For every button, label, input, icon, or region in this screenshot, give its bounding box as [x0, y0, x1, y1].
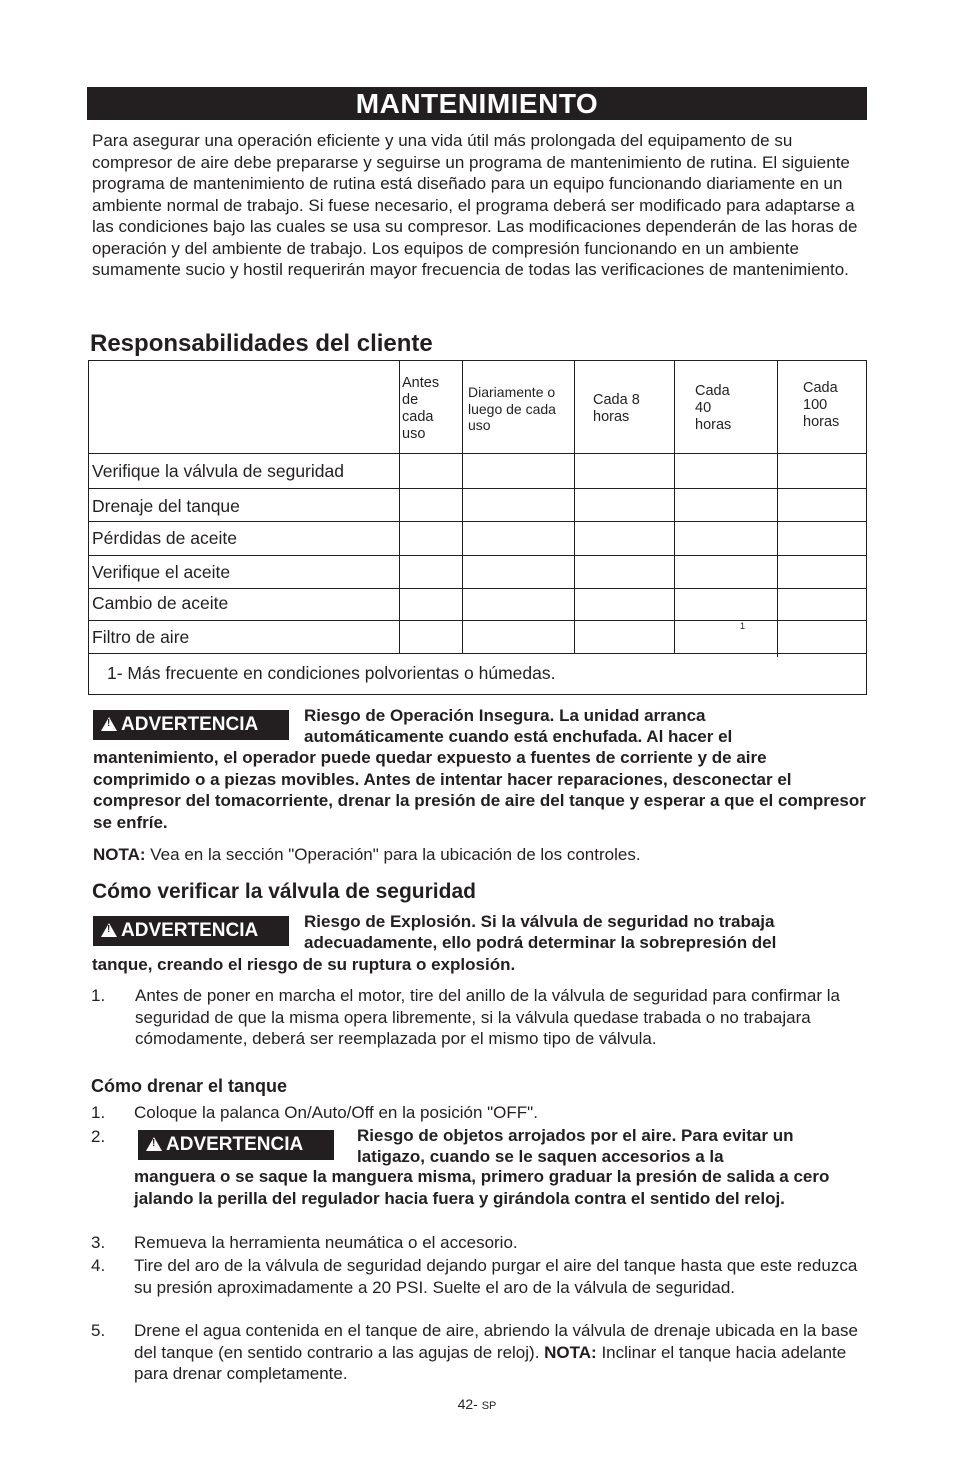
col-header: Diariamente o luego de cada uso — [468, 384, 556, 433]
col-header: Cada 8 horas — [593, 392, 640, 425]
safety-valve-step: Antes de poner en marcha el motor, tire del anillo de la válvula de seguridad para confirmar la seguridad de que la misma opera libremente, si la válvula quedase trabada o no trabajara cómodamente, deberá ser reemplazada por el mismo tipo de válvula. — [135, 986, 840, 1048]
drain-step-3: Remueva la herramienta neumática o el accesorio. — [134, 1233, 518, 1252]
step-number: 2. — [91, 1127, 106, 1146]
warning-1-lead-1: Riesgo de Operación Insegura. La unidad arranca — [304, 706, 706, 725]
drain-step-5 — [134, 1320, 869, 1385]
nota-text: Vea en la sección "Operación" para la ubicación de los controles. — [145, 845, 641, 864]
warning-label: ADVERTENCIA — [121, 714, 259, 735]
warning-2-lead-2: adecuadamente, ello podrá determinar la sobrepresión del — [304, 933, 777, 952]
warning-triangle-icon — [101, 717, 117, 731]
step-number: 1. — [91, 1103, 106, 1122]
row-label: Verifique la válvula de seguridad — [92, 461, 344, 481]
row-label: Verifique el aceite — [92, 562, 231, 582]
warning-1-lead-2: automáticamente cuando está enchufada. Al hacer el — [304, 727, 733, 746]
warning-badge — [93, 710, 289, 740]
table-footnote: 1- Más frecuente en condiciones polvorientas o húmedas. — [107, 663, 556, 683]
drain-step-5-text: Drene el agua contenida en el tanque de aire, abriendo la válvula de drenaje ubicada en la base del tanque (en sentido contrario a las agujas de reloj). — [134, 1321, 858, 1362]
warning-badge — [93, 916, 289, 946]
col-header: Antes de cada uso — [402, 375, 440, 442]
step-number: 1. — [91, 986, 106, 1005]
step-number: 4. — [91, 1256, 106, 1275]
table-row — [89, 522, 866, 556]
col-header: Cada 40 horas — [695, 383, 732, 433]
table-row — [89, 621, 866, 654]
warning-label: ADVERTENCIA — [166, 1134, 304, 1155]
row-label: Drenaje del tanque — [92, 496, 240, 516]
drain-step-5-tail: Inclinar el tanque hacia adelante para drenar completamente. — [134, 1342, 847, 1383]
table-row — [89, 454, 866, 489]
responsibilities-heading: Responsabilidades del cliente — [90, 330, 433, 357]
col-header: Cada 100 horas — [803, 380, 840, 430]
warning-3-lead-1: Riesgo de objetos arrojados por el aire. Para evitar un — [357, 1126, 794, 1145]
warning-2-body: tanque, creando el riesgo de su ruptura o explosión. — [92, 955, 516, 974]
page-title: MANTENIMIENTO — [87, 87, 867, 120]
row-label: Filtro de aire — [92, 627, 190, 647]
step-number: 5. — [91, 1321, 106, 1340]
warning-triangle-icon — [101, 923, 117, 937]
drain-step-5-nota-label: NOTA: — [544, 1342, 597, 1362]
maintenance-table — [88, 360, 867, 695]
drain-step-4: Tire del aro de la válvula de seguridad dejando purgar el aire del tanque hasta que este reduzca su presión aproximadamente a 20 PSI. Suelte el aro de la válvula de seguridad. — [134, 1256, 858, 1297]
step-number: 3. — [91, 1233, 106, 1252]
nota-label: NOTA: — [93, 845, 146, 864]
warning-2-lead-1: Riesgo de Explosión. Si la válvula de seguridad no trabaja — [304, 912, 775, 931]
nota-line — [93, 845, 641, 865]
page-suffix: SP — [481, 1400, 497, 1412]
warning-triangle-icon — [146, 1137, 162, 1151]
table-row — [89, 589, 866, 621]
warning-1-body: mantenimiento, el operador puede quedar expuesto a fuentes de corriente y de aire comprimido o a piezas movibles. Antes de intentar hacer reparaciones, desconectar el compresor del tomacorriente, drenar la presión de aire del tanque y esperar a que el compresor se enfríe. — [93, 748, 866, 832]
intro-paragraph: Para asegurar una operación eficiente y una vida útil más prolongada del equipamento de su compresor de aire debe prepararse y seguirse un programa de mantenimiento de rutina. El siguiente programa de mantenimiento de rutina está diseñado para un equipo funcionando diariamente en un ambiente normal de trabajo. Si fuese necesario, el programa deberá ser modificado para adaptarse a las condiciones bajo las cuales se usa su compresor. Las modificaciones dependerán de las horas de operación y del ambiente de trabajo. Los equipos de compresión funcionando en un ambiente sumamente sucio y hostil requerirán mayor frecuencia de todas las verificaciones de mantenimiento. — [92, 131, 858, 279]
drain-heading: Cómo drenar el tanque — [91, 1076, 288, 1096]
row-label: Cambio de aceite — [92, 593, 229, 613]
footnote-mark: 1 — [740, 621, 746, 631]
warning-3-body: manguera o se saque la manguera misma, primero graduar la presión de salida a cero jalando la perilla del regulador hacia fuera y girándola contra el sentido del reloj. — [134, 1167, 830, 1208]
warning-3-lead-2: latigazo, cuando se le saquen accesorios a la — [357, 1147, 724, 1166]
safety-valve-heading: Cómo verificar la válvula de seguridad — [92, 880, 476, 903]
row-label: Pérdidas de aceite — [92, 528, 237, 548]
table-header — [89, 361, 866, 454]
page-number-value: 42- — [457, 1396, 478, 1412]
table-row — [89, 556, 866, 589]
warning-label: ADVERTENCIA — [121, 920, 259, 941]
page-number — [0, 1396, 954, 1412]
table-row — [89, 489, 866, 522]
warning-badge — [138, 1130, 334, 1160]
drain-step-1: Coloque la palanca On/Auto/Off en la posición "OFF". — [134, 1103, 538, 1122]
